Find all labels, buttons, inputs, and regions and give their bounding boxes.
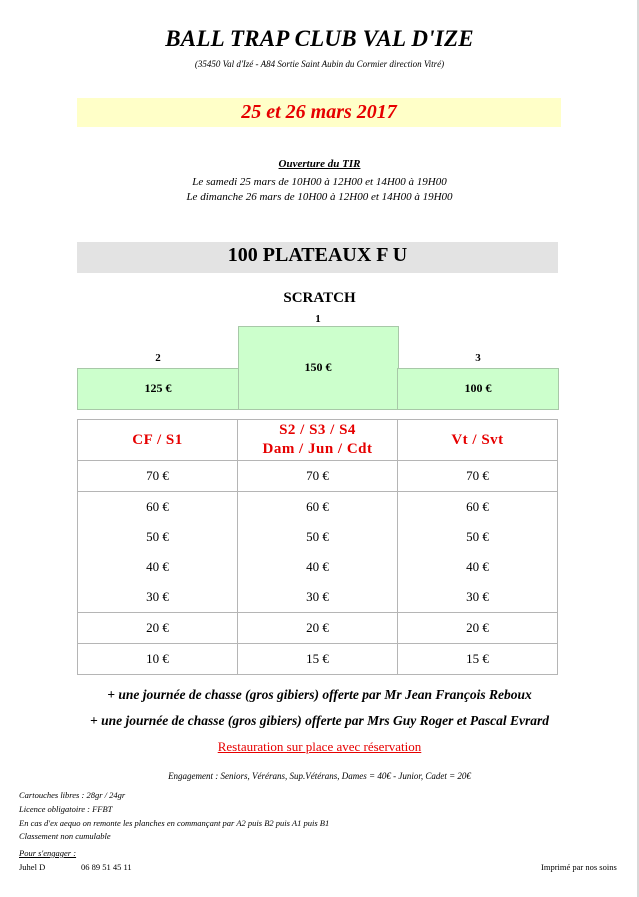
prize-cell: 40 €: [78, 552, 238, 582]
prize-cell: 70 €: [398, 461, 558, 492]
podium-second-rank: 2: [155, 352, 161, 364]
restauration-text: Restauration sur place avec réservation: [217, 739, 422, 754]
hunt-offer-reboux: + une journée de chasse (gros gibiers) offerte par Mr Jean François Reboux: [107, 687, 532, 702]
cartouches-note: Cartouches libres : 28gr / 24gr: [19, 790, 126, 800]
table-row: [78, 552, 558, 582]
club-address: (35450 Val d'Izé - A84 Sortie Saint Aubin du Cormier direction Vitré): [194, 59, 445, 69]
exaequo-note: En cas d'ex aequo on remonte les planches en commançant par A2 puis B2 puis A1 puis B1: [19, 818, 330, 828]
prize-cell: 50 €: [398, 522, 558, 552]
prize-cell: 10 €: [78, 644, 238, 675]
prize-cell: 70 €: [78, 461, 238, 492]
header-s2-s3-s4: S2 / S3 / S4 Dam / Jun / Cdt: [238, 420, 398, 461]
opening-sunday: Le dimanche 26 mars de 10H00 à 12H00 et 14H00 à 19H00: [186, 191, 453, 203]
engager-label: Pour s'engager :: [19, 848, 77, 858]
prize-cell: 70 €: [238, 461, 398, 492]
restauration-note: [0, 739, 639, 755]
table-row: [78, 582, 558, 613]
podium-first-amount: 150 €: [304, 360, 332, 374]
prize-cell: 15 €: [238, 644, 398, 675]
contact-name: Juhel D: [19, 862, 46, 872]
printed-by: Imprimé par nos soins: [541, 862, 617, 872]
prize-table: [77, 419, 558, 675]
table-row: [78, 461, 558, 492]
prize-cell: 20 €: [398, 613, 558, 644]
podium-third-amount: 100 €: [464, 381, 492, 395]
podium-third-rank: 3: [475, 352, 481, 364]
prize-cell: 60 €: [398, 492, 558, 523]
table-row: [78, 492, 558, 523]
prize-cell: 40 €: [238, 552, 398, 582]
prize-cell: 50 €: [238, 522, 398, 552]
opening-saturday: Le samedi 25 mars de 10H00 à 12H00 et 14H00 à 19H00: [192, 176, 447, 188]
prize-cell: 20 €: [238, 613, 398, 644]
prize-table-header: [78, 420, 558, 461]
scratch-title: SCRATCH: [283, 290, 356, 306]
table-row: [78, 522, 558, 552]
club-title: BALL TRAP CLUB VAL D'IZE: [165, 26, 474, 51]
contact-phone: 06 89 51 45 11: [81, 862, 132, 872]
table-row: [78, 613, 558, 644]
prize-cell: 40 €: [398, 552, 558, 582]
prize-cell: 20 €: [78, 613, 238, 644]
prize-cell: 60 €: [78, 492, 238, 523]
hunt-offer-roger-evrard: + une journée de chasse (gros gibiers) offerte par Mrs Guy Roger et Pascal Evrard: [90, 713, 549, 728]
table-row: [78, 644, 558, 675]
engagement-fees: Engagement : Seniors, Vérérans, Sup.Vétérans, Dames = 40€ - Junior, Cadet = 20€: [168, 771, 471, 781]
prize-cell: 30 €: [78, 582, 238, 613]
licence-note: Licence obligatoire : FFBT: [19, 804, 113, 814]
prize-cell: 30 €: [238, 582, 398, 613]
podium-second-amount: 125 €: [144, 381, 172, 395]
classement-note: Classement non cumulable: [19, 831, 111, 841]
event-dates: 25 et 26 mars 2017: [241, 101, 397, 123]
header-cf-s1: CF / S1: [78, 420, 238, 461]
podium-first-rank: 1: [315, 313, 321, 325]
opening-title: Ouverture du TIR: [278, 158, 361, 170]
prize-cell: 30 €: [398, 582, 558, 613]
header-vt-svt: Vt / Svt: [398, 420, 558, 461]
prize-cell: 50 €: [78, 522, 238, 552]
prize-cell: 15 €: [398, 644, 558, 675]
competition-title: 100 PLATEAUX F U: [227, 244, 408, 266]
prize-cell: 60 €: [238, 492, 398, 523]
